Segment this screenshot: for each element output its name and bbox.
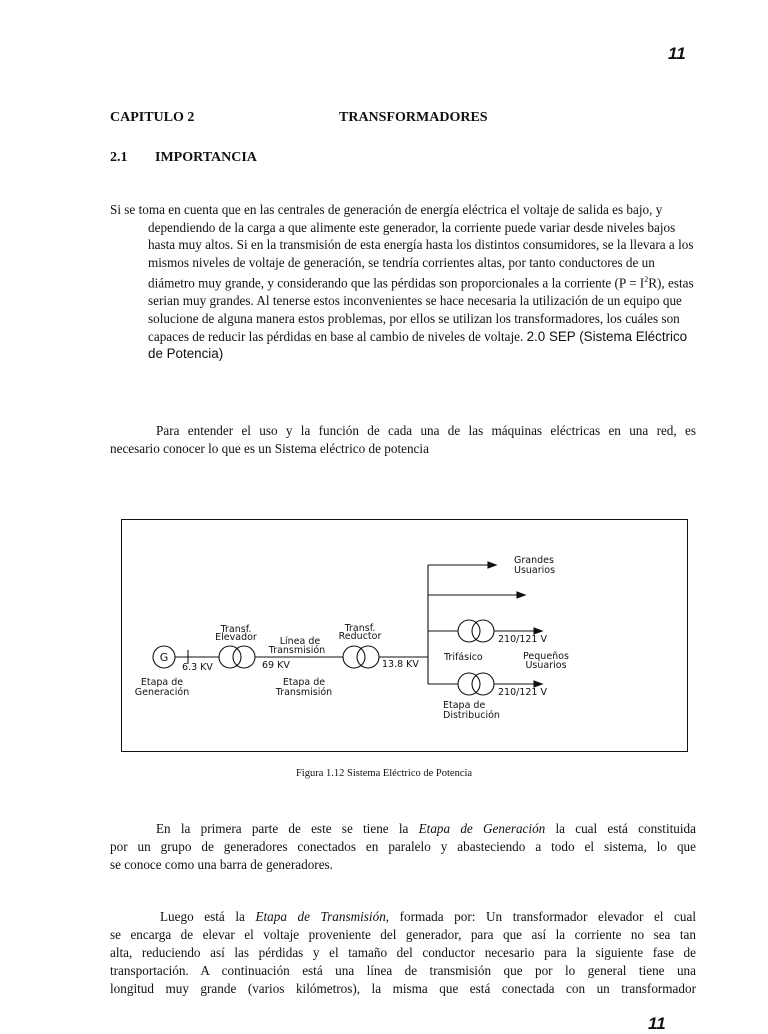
line-label-line-1: Línea de [279, 636, 321, 647]
dist-transformer-2-coil-1 [458, 673, 480, 695]
intro-text: Si se toma en cuenta que en las centrales de generación de energía eléctrica el voltaje de salida es bajo, y dependiendo de la carga a que alimente este generador, la corriente puede variar desde niveles bajos hasta muy altos. Si en la transmisión de esta energía hasta los distintos consumidores, se la llevara a los mismos niveles de voltaje de generación, se tendría corrientes altas, por tanto conductores de un diámetro muy grande, y considerando que las pérdidas son proporcionales a la corriente (P = I [110, 202, 694, 291]
page-number: 11 [668, 44, 686, 63]
line-label-line-2: Transmisión [268, 645, 326, 656]
gen-stage-term: Etapa de Generación [418, 821, 546, 836]
section-title: IMPORTANCIA [155, 150, 257, 165]
figure-frame [121, 519, 688, 752]
gen-stage-line-2: Generación [134, 687, 190, 698]
step-up-transformer-coil-1 [219, 646, 241, 668]
intro-text-after: R), estas serian muy grandes. Al tenerse estos inconvenientes se hace necesaria la utilización de un equipo que solucione de alguna manera estos problemas, por ellos se utilizan los transformadores, los cuáles son capaces de reducir las pérdidas en base al cambio de niveles de voltaje. [148, 275, 694, 344]
gen-paragraph-line-1 [110, 820, 696, 838]
large-users-line-1: Grandes [514, 555, 554, 566]
step-up-label-line-1: Transf. [220, 624, 252, 635]
trans-stage-line-2: Transmisión [275, 687, 333, 698]
intro-paragraph [110, 201, 704, 363]
step-up-label-line-2: Elevador [215, 632, 257, 643]
dist-transformer-1-coil-2 [472, 620, 494, 642]
gen-line-1-b: la cual está constituida [545, 821, 697, 836]
trans-line-1-b: , formada por: Un transformador elevador el cual [385, 909, 697, 924]
gen-voltage: 6.3 KV [182, 662, 213, 673]
dist-stage-line-2: Distribución [443, 710, 500, 721]
gen-paragraph-line-2: por un grupo de generadores conectados en paralelo y abasteciendo a todo el sistema, lo que [110, 839, 696, 854]
sep-paragraph-line-2: necesario conocer lo que es un Sistema eléctrico de potencia [110, 441, 429, 456]
large-users-line-2: Usuarios [514, 565, 556, 576]
sep-paragraph-line-1: Para entender el uso y la función de cada una de las máquinas eléctricas en una red, es [156, 423, 696, 438]
next-page-number: 11 [648, 1014, 666, 1033]
feeder-2-arrow [517, 592, 525, 598]
dist-transformer-1-coil-1 [458, 620, 480, 642]
trans-paragraph-line-4: transportación. A continuación está una línea de transmisión que por lo general tiene una [110, 963, 696, 978]
dist-transformer-2-coil-2 [472, 673, 494, 695]
step-up-transformer-coil-2 [233, 646, 255, 668]
step-down-label-line-1: Transf. [344, 623, 376, 634]
trans-paragraph-line-3: alta, reduciendo así las pérdidas y el tamaño del conductor necesario para la siguiente fase de [110, 945, 696, 960]
dist-stage-line-1: Etapa de [443, 700, 486, 711]
figure-caption: Figura 1.12 Sistema Eléctrico de Potencia [295, 768, 473, 779]
gen-line-1-a: En la primera parte de este se tiene la [156, 821, 419, 836]
trans-line-1-a: Luego está la [160, 909, 256, 924]
trans-paragraph-line-2: se encarga de elevar el voltaje proveniente del generador, para que así la corriente no sea tan [110, 927, 696, 942]
trans-stage-term: Etapa de Transmisión [255, 909, 386, 924]
gen-paragraph-line-3: se conoce como una barra de generadores. [110, 857, 333, 872]
chapter-title: TRANSFORMADORES [339, 110, 488, 125]
step-down-transformer-coil-2 [357, 646, 379, 668]
small-users-line-1: Pequeños [523, 651, 569, 662]
large-users-arrow [488, 562, 496, 568]
step-down-transformer-coil-1 [343, 646, 365, 668]
sep-heading: 2.0 SEP (Sistema Eléctrico de Potencia) [148, 328, 688, 362]
gen-stage-line-1: Etapa de [140, 677, 184, 688]
power-system-diagram [122, 520, 687, 751]
small-users-line-2: Usuarios [525, 660, 567, 671]
trans-paragraph-line-5: longitud muy grande (varios kilómetros), la misma que está conectada con un transformador [110, 981, 696, 996]
low-voltage-2: 210/121 V [498, 687, 547, 698]
chapter-label: CAPITULO 2 [110, 110, 195, 125]
dist-voltage: 13.8 KV [382, 659, 419, 670]
generator-label: G [159, 651, 169, 664]
trans-paragraph-line-1 [110, 908, 696, 926]
trans-stage-line-1: Etapa de [282, 677, 326, 688]
section-number: 2.1 [110, 150, 128, 165]
three-phase-label: Trifásico [444, 652, 483, 663]
low-voltage-1: 210/121 V [498, 634, 547, 645]
step-down-label-line-2: Reductor [338, 631, 382, 642]
intro-superscript: 2 [644, 275, 649, 285]
line-voltage: 69 KV [262, 660, 290, 671]
